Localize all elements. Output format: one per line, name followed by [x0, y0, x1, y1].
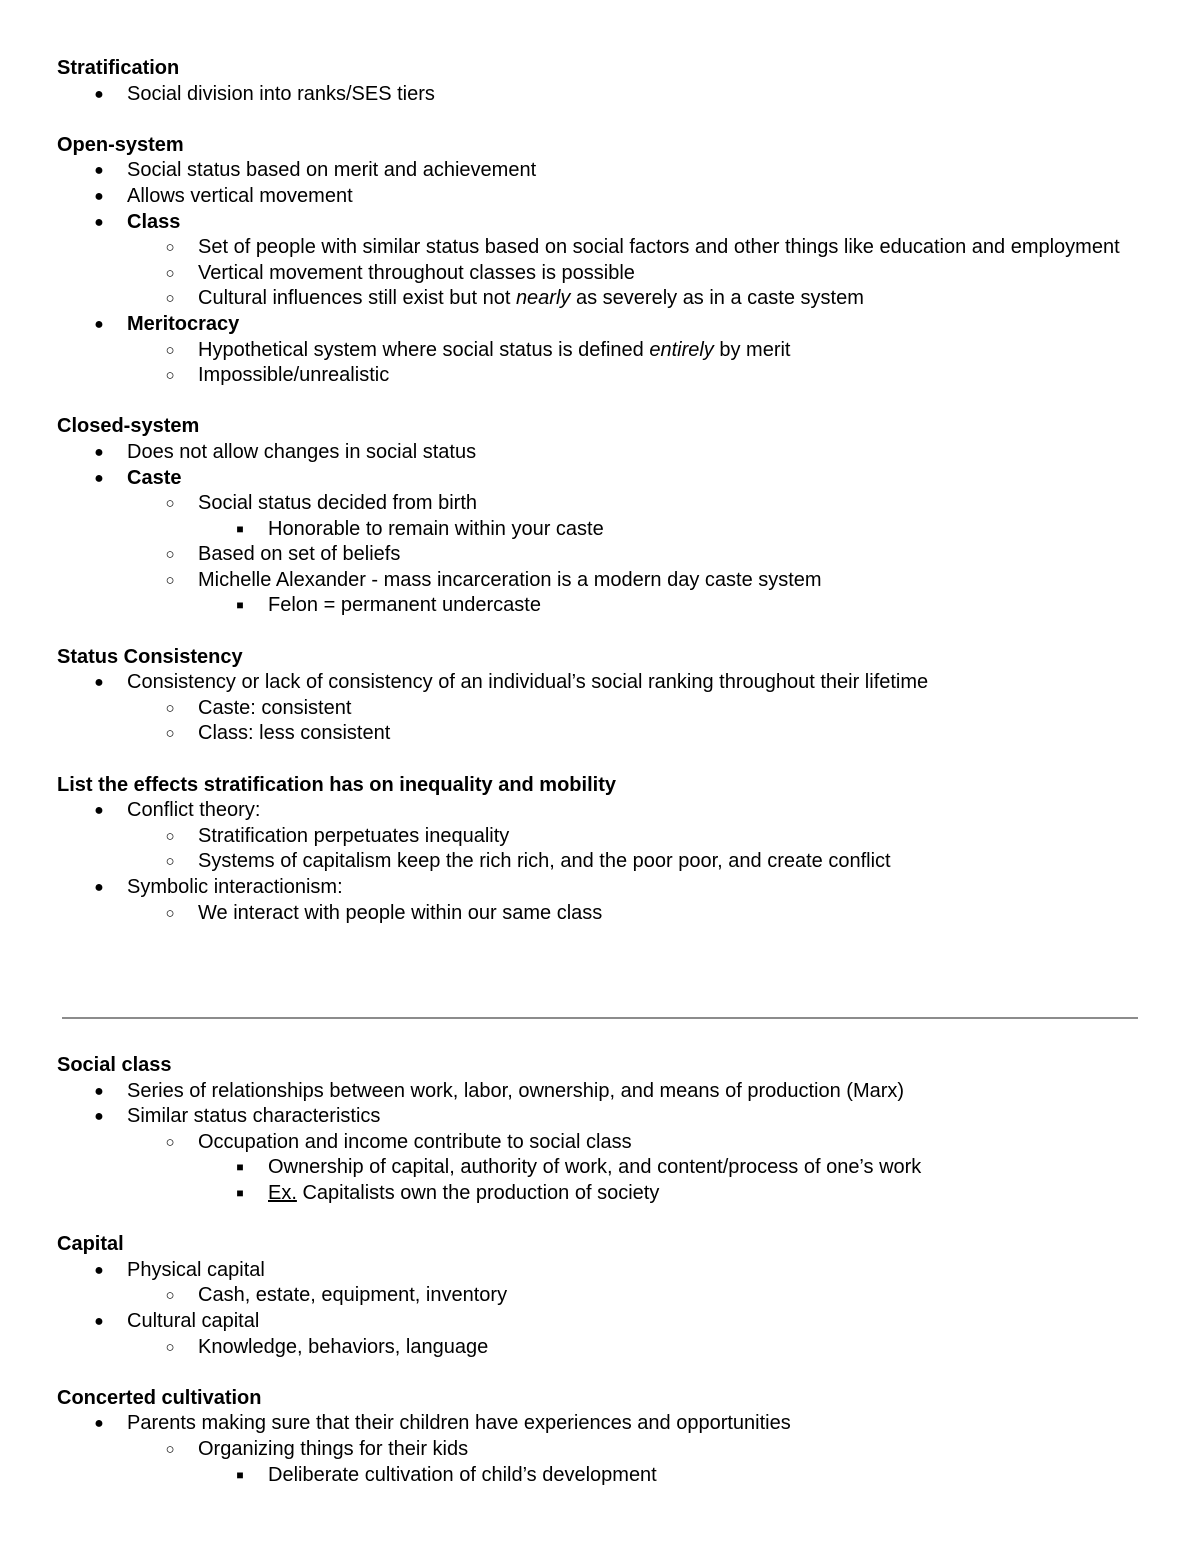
section-heading-capital: Capital: [57, 1233, 124, 1256]
list-item: ■ Honorable to remain within your caste: [57, 517, 1147, 543]
bullet-square-icon: ■: [236, 598, 244, 613]
bullet-filled-circle-icon: ●: [94, 213, 104, 231]
list-item: ○ Michelle Alexander - mass incarceration is a modern day caste system: [57, 568, 1147, 594]
bullet-filled-circle-icon: ●: [94, 674, 104, 692]
list-item: ● Allows vertical movement: [57, 184, 1147, 210]
list-item: ■ Ownership of capital, authority of work, and content/process of one’s work: [57, 1155, 1147, 1181]
list-item: ● Social division into ranks/SES tiers: [57, 82, 1147, 108]
bullet-square-icon: ■: [236, 1185, 244, 1200]
bullet-filled-circle-icon: ●: [94, 1108, 104, 1126]
bullet-filled-circle-icon: ●: [94, 85, 104, 103]
list-item: ○ Caste: consistent: [57, 696, 1147, 722]
list-item: ○ Hypothetical system where social status is defined entirely by merit: [57, 338, 1147, 364]
bullet-hollow-circle-icon: ○: [165, 1440, 175, 1458]
list-item: ○ Knowledge, behaviors, language: [57, 1335, 1147, 1361]
section-heading-concerted-cultivation: Concerted cultivation: [57, 1386, 262, 1409]
notes-lower-section: [57, 1053, 1147, 1488]
section-heading-social-class: Social class: [57, 1054, 172, 1076]
list-item: ● Parents making sure that their children have experiences and opportunities: [57, 1411, 1147, 1437]
list-item: ○ We interact with people within our same class: [57, 901, 1147, 927]
list-item: ○ Social status decided from birth: [57, 491, 1147, 517]
list-item: ● Series of relationships between work, labor, ownership, and means of production (Marx): [57, 1079, 1147, 1105]
bullet-filled-circle-icon: ●: [94, 879, 104, 896]
list-item: ● Conflict theory:: [57, 798, 1147, 824]
list-item: ○ Occupation and income contribute to social class: [57, 1130, 1147, 1156]
list-item: ● Similar status characteristics: [57, 1104, 1147, 1130]
list-item: ○ Stratification perpetuates inequality: [57, 824, 1147, 850]
notes-upper-section: [57, 56, 1147, 926]
bullet-filled-circle-icon: ●: [94, 315, 104, 333]
bullet-square-icon: ■: [236, 1467, 244, 1482]
bullet-filled-circle-icon: ●: [94, 443, 104, 461]
list-item: ● Symbolic interactionism:: [57, 875, 1147, 901]
bullet-hollow-circle-icon: ○: [165, 546, 175, 564]
bullet-hollow-circle-icon: ○: [165, 1338, 175, 1356]
bullet-hollow-circle-icon: ○: [165, 264, 175, 282]
list-item: ○ Cultural influences still exist but not nearly as severely as in a caste system: [57, 286, 1147, 312]
section-heading-stratification: Stratification: [57, 57, 180, 79]
list-item: ○ Set of people with similar status based on social factors and other things like education and employment: [57, 235, 1147, 261]
bullet-filled-circle-icon: ●: [94, 187, 104, 205]
bullet-hollow-circle-icon: ○: [165, 725, 175, 743]
bullet-hollow-circle-icon: ○: [165, 341, 175, 359]
bullet-filled-circle-icon: ●: [94, 162, 104, 180]
bullet-hollow-circle-icon: ○: [165, 1287, 175, 1305]
bullet-filled-circle-icon: ●: [94, 1415, 104, 1433]
horizontal-rule: [62, 1017, 1138, 1019]
list-item: ■ Ex. Capitalists own the production of society: [57, 1181, 1147, 1207]
list-item: ● Physical capital: [57, 1258, 1147, 1284]
bullet-filled-circle-icon: ●: [94, 802, 104, 820]
bullet-filled-circle-icon: ●: [94, 469, 104, 487]
bullet-hollow-circle-icon: ○: [165, 495, 175, 513]
bullet-square-icon: ■: [236, 1160, 244, 1175]
list-item: ● Does not allow changes in social status: [57, 440, 1147, 466]
bullet-hollow-circle-icon: ○: [165, 1133, 175, 1151]
bullet-hollow-circle-icon: ○: [165, 571, 175, 589]
bullet-hollow-circle-icon: ○: [165, 904, 175, 922]
section-heading-status-consistency: Status Consistency: [57, 645, 243, 668]
section-heading-open-system: Open-system: [57, 133, 184, 156]
list-item: ○ Vertical movement throughout classes is possible: [57, 261, 1147, 287]
bullet-hollow-circle-icon: ○: [165, 853, 175, 871]
list-item: ● Consistency or lack of consistency of an individual’s social ranking throughout their lifetime: [57, 670, 1147, 696]
bullet-hollow-circle-icon: ○: [165, 367, 175, 385]
list-item: ○ Class: less consistent: [57, 721, 1147, 747]
list-item-caste: ● Caste: [57, 466, 1147, 492]
list-item: ■ Deliberate cultivation of child’s development: [57, 1463, 1147, 1489]
bullet-hollow-circle-icon: ○: [165, 699, 175, 717]
list-item: ○ Organizing things for their kids: [57, 1437, 1147, 1463]
bullet-hollow-circle-icon: ○: [165, 239, 175, 257]
list-item-class: ● Class: [57, 210, 1147, 236]
list-item: ○ Impossible/unrealistic: [57, 363, 1147, 389]
list-item: ■ Felon = permanent undercaste: [57, 593, 1147, 619]
section-heading-closed-system: Closed-system: [57, 415, 200, 438]
list-item: ● Cultural capital: [57, 1309, 1147, 1335]
bullet-hollow-circle-icon: ○: [165, 827, 175, 845]
section-heading-effects: List the effects stratification has on inequality and mobility: [57, 773, 616, 796]
list-item: ○ Systems of capitalism keep the rich rich, and the poor poor, and create conflict: [57, 849, 1147, 875]
bullet-square-icon: ■: [236, 521, 244, 536]
bullet-filled-circle-icon: ●: [94, 1312, 104, 1330]
bullet-hollow-circle-icon: ○: [165, 290, 175, 308]
list-item: ○ Based on set of beliefs: [57, 542, 1147, 568]
bullet-filled-circle-icon: ●: [94, 1261, 104, 1279]
list-item: ● Social status based on merit and achievement: [57, 158, 1147, 184]
bullet-filled-circle-icon: ●: [94, 1082, 104, 1100]
list-item: ○ Cash, estate, equipment, inventory: [57, 1283, 1147, 1309]
list-item-meritocracy: ● Meritocracy: [57, 312, 1147, 338]
